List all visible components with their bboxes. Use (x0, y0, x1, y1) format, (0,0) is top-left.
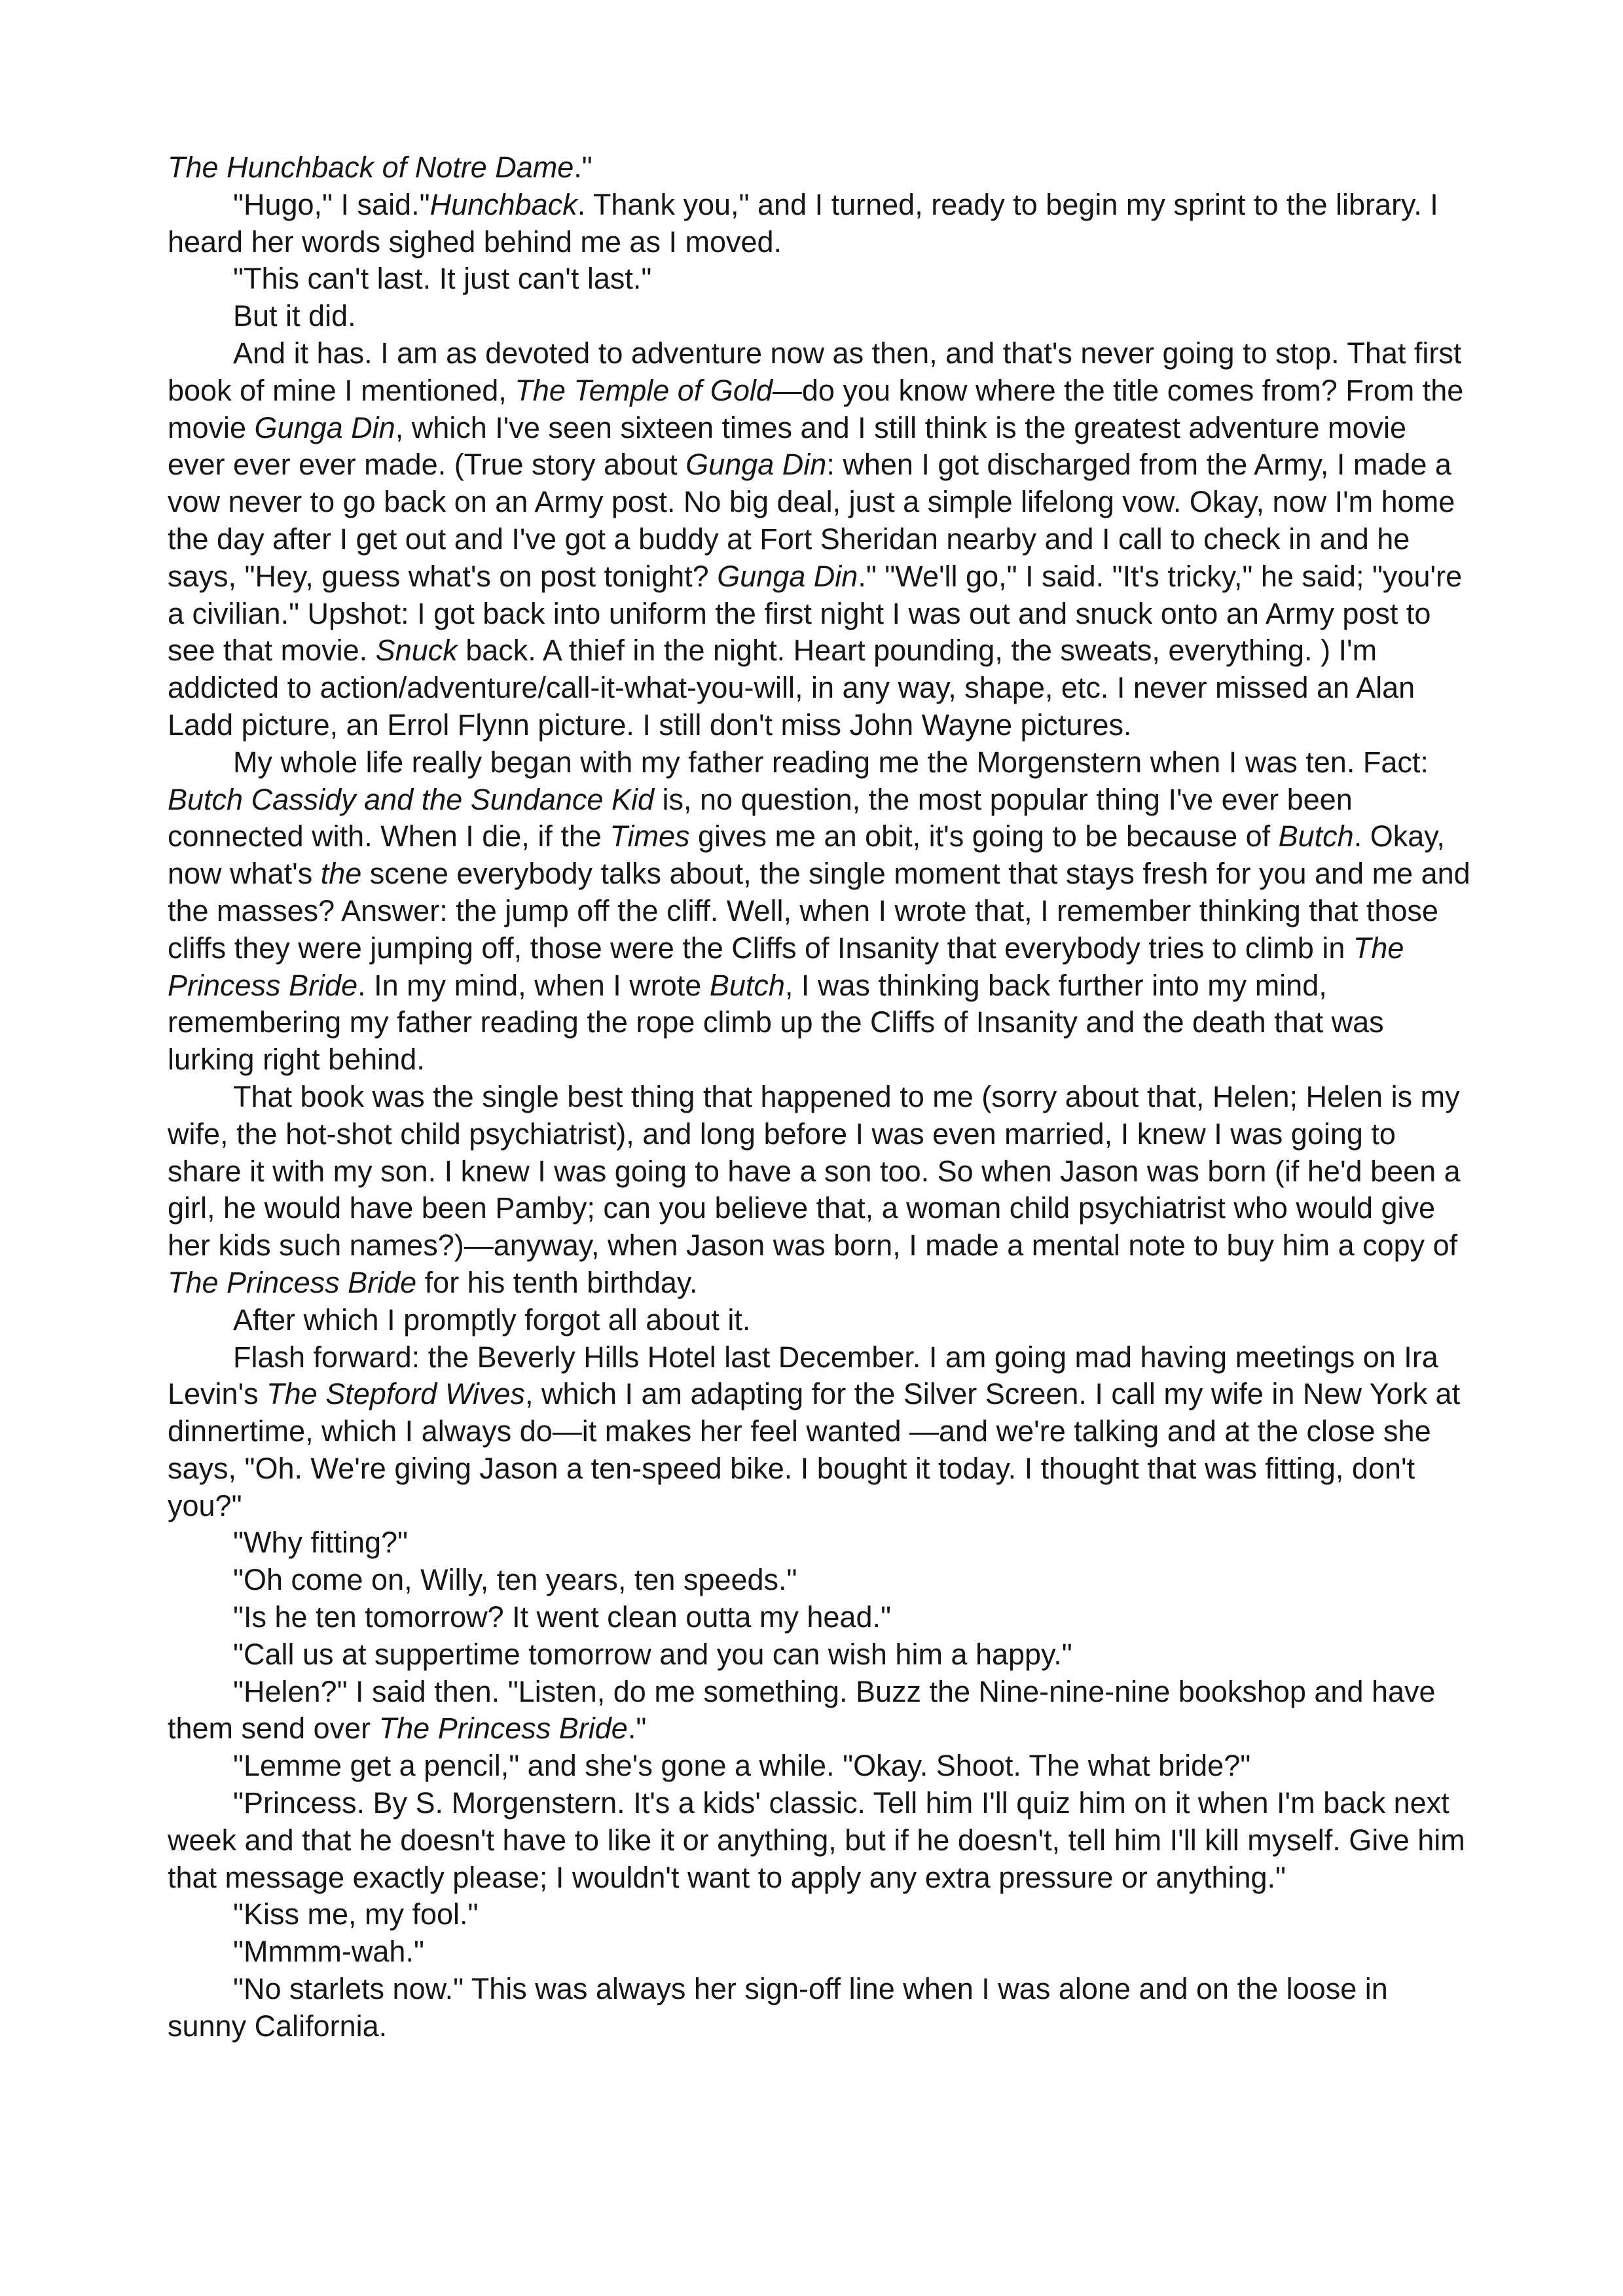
text-run: "Why fitting?" (233, 1526, 409, 1560)
book-title: The Princess Bride (168, 1265, 417, 1299)
book-title: The Temple of Gold (515, 373, 773, 407)
text-run: . Okay, now what's (168, 819, 1445, 891)
text-run: That book was the single best thing that happened to me (sorry about that, Helen; Helen is my wife, the hot-shot child psychiatrist), and long before I was even married, I knew I was going to share it with my son. I knew I was going to have a son too. So when Jason was born (if he'd been a girl, he would have been Pamby; can you believe that, a woman child psychiatrist who would give her kids such names?)—anyway, when Jason was born, I made a mental note to buy him a copy of (168, 1079, 1461, 1263)
text-run: . In my mind, when I wrote (357, 968, 710, 1002)
text-run: gives me an obit, it's going to be because of (689, 819, 1279, 853)
text-run: "Lemme get a pencil," and she's gone a while. "Okay. Shoot. The what bride?" (233, 1749, 1251, 1783)
paragraph (168, 1896, 1470, 1933)
book-title: The Hunchback of Notre Dame (168, 151, 574, 184)
text-run: ." "We'll go," I said. "It's tricky," he said; "you're a civilian." Upshot: I got back into uniform the first night I was out and snuck onto an Army post to see that movie. (168, 559, 1463, 668)
paragraph (168, 1636, 1470, 1674)
paragraph (168, 1674, 1470, 1748)
paragraph (168, 298, 1470, 335)
text-run: Flash forward: the Beverly Hills Hotel last December. I am going mad having meetings on Ira Levin's (168, 1340, 1438, 1411)
movie-title: Gunga Din (254, 410, 395, 444)
text-run: for his tenth birthday. (416, 1265, 698, 1299)
paragraph (168, 1785, 1470, 1896)
emphasis: Hunchback (429, 187, 577, 221)
newspaper-title: Times (610, 819, 690, 853)
book-title: The Princess Bride (168, 931, 1404, 1002)
text-run: "Princess. By S. Morgenstern. It's a kids' classic. Tell him I'll quiz him on it when I'm back next week and that he doesn't have to like it or anything, but if he doesn't, tell him I'll kill myself. Give him that message exactly please; I wouldn't want to apply any extra pressure or anything." (168, 1786, 1465, 1894)
movie-title: Gunga Din (717, 559, 858, 593)
text-run: —do you know where the title comes from? From the movie (168, 373, 1464, 444)
paragraph (168, 1079, 1470, 1302)
text-run: "This can't last. It just can't last." (233, 262, 652, 296)
paragraph (168, 1748, 1470, 1785)
text-run: scene everybody talks about, the single moment that stays fresh for you and me and the masses? Answer: the jump off the cliff. Well, when I wrote that, I remember thinking that those cliffs they were jumping off, those were the Cliffs of Insanity that everybody tries to climb in (168, 857, 1470, 965)
text-run: is, no question, the most popular thing I've ever been connected with. When I die, if the (168, 782, 1353, 853)
text-run: And it has. I am as devoted to adventure now as then, and that's never going to stop. That first book of mine I mentioned, (168, 336, 1462, 407)
text-run: "Hugo," I said." (233, 187, 430, 221)
paragraph (168, 1599, 1470, 1636)
text-run: "Mmmm-wah." (233, 1935, 424, 1969)
text-run: . Thank you," and I turned, ready to begin my sprint to the library. I heard her words sighed behind me as I moved. (168, 187, 1438, 259)
text-run: My whole life really began with my father reading me the Morgenstern when I was ten. Fact: (233, 745, 1429, 779)
text-run: "Is he ten tomorrow? It went clean outta my head." (233, 1600, 891, 1634)
text-run: ." (627, 1712, 647, 1746)
text-run: "Oh come on, Willy, ten years, ten speeds." (233, 1563, 797, 1597)
text-run: After which I promptly forgot all about it. (233, 1302, 751, 1336)
paragraph (168, 260, 1470, 298)
movie-title: Butch Cassidy and the Sundance Kid (168, 782, 654, 816)
book-title: The Princess Bride (378, 1712, 628, 1746)
paragraph (168, 149, 1470, 187)
text-run: back. A thief in the night. Heart pounding, the sweats, everything. ) I'm addicted to action/adventure/call-it-what-you-will, in any way, shape, etc. I never missed an Alan Ladd picture, an Errol Flynn picture. I still don't miss John Wayne pictures. (168, 634, 1415, 742)
text-run: ." (574, 151, 593, 184)
text-run: "Helen?" I said then. "Listen, do me something. Buzz the Nine-nine-nine bookshop and have them send over (168, 1674, 1436, 1746)
text-run: , which I am adapting for the Silver Screen. I call my wife in New York at dinnertime, which I always do—it makes her feel wanted —and we're talking and at the close she says, "Oh. We're giving Jason a ten-speed bike. I bought it today. I thought that was fitting, don't you?" (168, 1377, 1461, 1522)
paragraph (168, 187, 1470, 261)
text-run: "Kiss me, my fool." (233, 1897, 479, 1931)
emphasis: the (320, 857, 362, 891)
text-run: , I was thinking back further into my mind, remembering my father reading the rope climb up the Cliffs of Insanity and the death that was lurking right behind. (168, 968, 1384, 1077)
paragraph (168, 1933, 1470, 1971)
paragraph (168, 1339, 1470, 1525)
emphasis: Snuck (375, 634, 458, 668)
book-title: The Stepford Wives (266, 1377, 525, 1411)
text-run: , which I've seen sixteen times and I still think is the greatest adventure movie ever ever ever made. (True story about (168, 410, 1407, 482)
text-run: "No starlets now." This was always her sign-off line when I was alone and on the loose in sunny California. (168, 1972, 1388, 2043)
paragraph (168, 1562, 1470, 1599)
paragraph (168, 1971, 1470, 2045)
body-text (168, 149, 1470, 2045)
paragraph (168, 335, 1470, 744)
paragraph (168, 1524, 1470, 1562)
paragraph (168, 744, 1470, 1079)
movie-title: Butch (1278, 819, 1354, 853)
movie-title: Butch (709, 968, 785, 1002)
paragraph (168, 1302, 1470, 1339)
movie-title: Gunga Din (685, 448, 827, 482)
text-run: But it did. (233, 299, 356, 333)
text-run: "Call us at suppertime tomorrow and you can wish him a happy." (233, 1637, 1072, 1671)
text-run: : when I got discharged from the Army, I made a vow never to go back on an Army post. No big deal, just a simple lifelong vow. Okay, now I'm home the day after I get out and I've got a buddy at Fort Sheridan nearby and I call to check in and he says, "Hey, guess what's on post tonight? (168, 448, 1455, 593)
